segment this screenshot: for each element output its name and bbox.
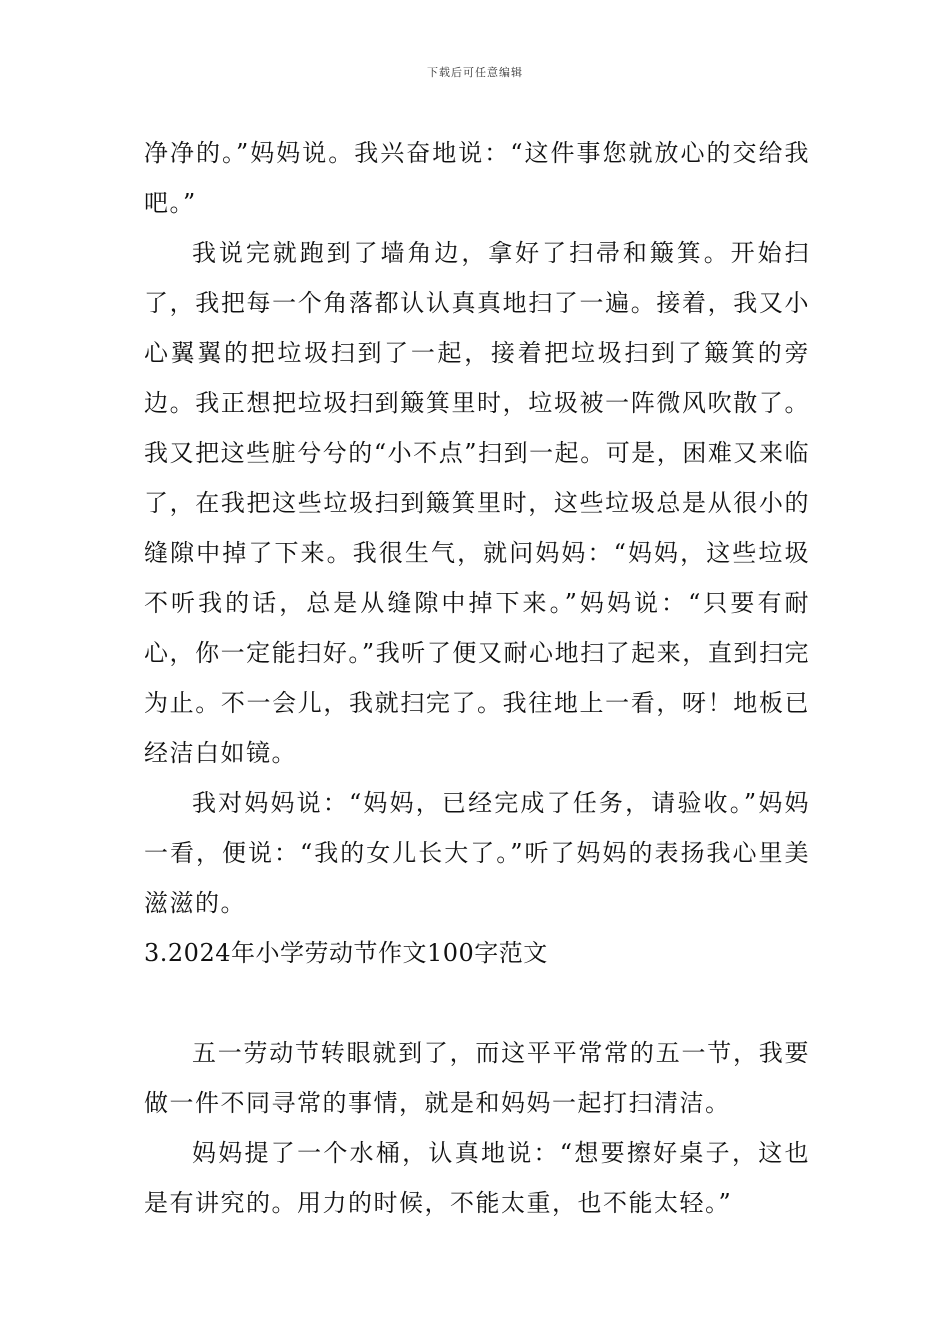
paragraph-sweeping: 我说完就跑到了墙角边，拿好了扫帚和簸箕。开始扫了，我把每一个角落都认认真真地扫了一遍。接着，我又小心翼翼的把垃圾扫到了一起，接着把垃圾扫到了簸箕的旁边。我正想把垃圾扫到簸箕里时，垃圾被一阵微风吹散了。我又把这些脏兮兮的“小不点”扫到一起。可是，困难又来临了，在我把这些垃圾扫到簸箕里时，这些垃圾总是从很小的缝隙中掉了下来。我很生气，就问妈妈：“妈妈，这些垃圾不听我的话，总是从缝隙中掉下来。”妈妈说：“只要有耐心，你一定能扫好。”我听了便又耐心地扫了起来，直到扫完为止。不一会儿，我就扫完了。我往地上一看，呀！地板已经洁白如镜。: [144, 239, 810, 767]
paragraph-bucket: 妈妈提了一个水桶，认真地说：“想要擦好桌子，这也是有讲究的。用力的时候，不能太重，也不能太轻。”: [144, 1139, 810, 1217]
document-body: [144, 128, 810, 1228]
blank-line: [144, 978, 810, 1028]
paragraph-labor-day: 五一劳动节转眼就到了，而这平平常常的五一节，我要做一件不同寻常的事情，就是和妈妈一起打扫清洁。: [144, 1039, 810, 1117]
paragraph-praise: 我对妈妈说：“妈妈，已经完成了任务，请验收。”妈妈一看，便说：“我的女儿长大了。”听了妈妈的表扬我心里美滋滋的。: [144, 789, 810, 917]
paragraph-continued: 净净的。”妈妈说。我兴奋地说：“这件事您就放心的交给我吧。”: [144, 139, 810, 217]
section-heading: 3.2024年小学劳动节作文100字范文: [144, 939, 548, 967]
page-header: 下载后可任意编辑: [427, 66, 523, 79]
